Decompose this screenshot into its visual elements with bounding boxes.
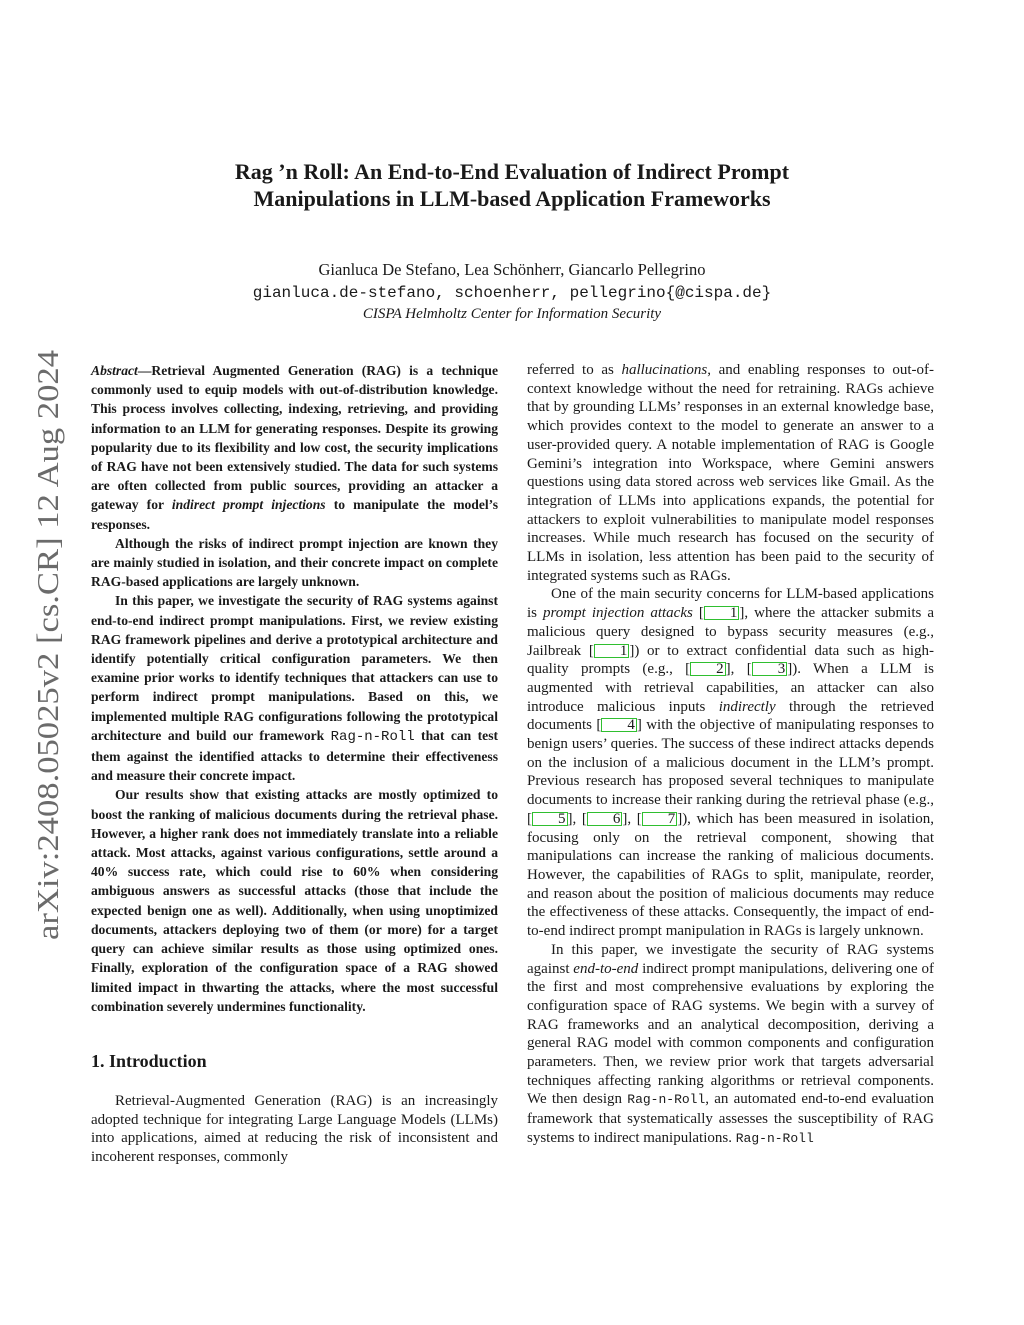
- framework-name: Rag-n-Roll: [735, 1130, 814, 1146]
- abstract-label: Abstract: [91, 363, 138, 378]
- abstract-paragraph-2: Although the risks of indirect prompt injection are known they are mainly studied in isolation, and their concrete impact on complete RAG-based applications are largely unknown.: [91, 535, 498, 590]
- arxiv-id: arXiv:2408.05025v2 [cs.CR] 12 Aug 2024: [30, 411, 65, 940]
- body-paragraph-2: One of the main security concerns for LLM-based applications is prompt injection attacks [ 1 ], where the attacker submits a malicious query designed to bypass security measures (e.g., Jailbreak [ 1 ]) or to extract confidential data such as high-quality prompts (e.g., [ 2 ], [ 3 ]). When a LLM is augmented with retrieval capabilities, an attacker can also introduce malicious inputs indirectly through the retrieved documents [ 4 ] with the objective of manipulating responses to benign users’ queries. The success of these indirect attacks depends on the inclusion of a malicious document in the LLM’s prompt. Previous research has proposed several techniques to manipulate documents to increase their ranking during the retrieval phase (e.g., [ 5 ], [ 6 ], [ 7 ]), which has been measured in isolation, focusing only on the retrieval component, showing that manipulations can increase the ranking of malicious documents. However, the capabilities of RAGs to split, manipulate, reorder, and reason about the position of malicious documents may reduce the effectiveness of these attacks. Consequently, the impact of end-to-end indirect prompt manipulation in RAGs is largely unknown.: [527, 586, 935, 940]
- left-column: [91, 361, 498, 1167]
- citation-link[interactable]: 1: [594, 644, 630, 658]
- abstract-paragraph-1: Abstract—Retrieval Augmented Generation (RAG) is a technique commonly used to equip models with out-of-distribution knowledge. This process involves collecting, indexing, retrieving, and providing information to an LLM for generating responses. Despite its growing popularity due to its flexibility and low cost, the security implications of RAG have not been extensively studied. The data for such systems are often collected from public sources, providing an attacker a gateway for indirect prompt injections to manipulate the model’s responses.: [91, 363, 498, 532]
- author-list: Gianluca De Stefano, Lea Schönherr, Giancarlo Pellegrino: [318, 260, 706, 279]
- citation-link[interactable]: 6: [587, 812, 623, 826]
- citation-link[interactable]: 5: [532, 812, 568, 826]
- framework-name: Rag-n-Roll: [330, 728, 415, 745]
- citation-link[interactable]: 1: [704, 606, 740, 620]
- abstract-paragraph-4: Our results show that existing attacks are mostly optimized to boost the ranking of malicious documents during the retrieval phase. However, a higher rank does not immediately translate into a reliable attack. Most attacks, against various configurations, settle around a 40% success rate, which could rise to 60% when considering ambiguous answers as successful attacks (those that include the expected benign one as well). Additionally, when using unoptimized documents, attackers deploying two of them (or more) for a target query can achieve similar results as those using optimized ones. Finally, exploration of the configuration space of a RAG showed limited impact in thwarting the attacks, where the most successful combination severely undermines functionality.: [91, 787, 498, 1014]
- arxiv-stamp: [30, 346, 66, 940]
- citation-link[interactable]: 7: [642, 812, 678, 826]
- title-line-2: Manipulations in LLM-based Application Frameworks: [253, 186, 771, 211]
- body-paragraph-3: In this paper, we investigate the security of RAG systems against end-to-end indirect prompt manipulations, delivering one of the first and most comprehensive evaluations by exploring the configuration space of RAG systems. We begin with a survey of RAG frameworks and an analytical decomposition, deriving a general RAG model with common components and configuration parameters. Then, we review prior work that targets adversarial techniques affecting ranking algorithms or retrieval components. We then design Rag-n-Roll, an automated end-to-end evaluation framework that systematically assesses the susceptibility of RAG systems to indirect manipulations. Rag-n-Roll: [527, 941, 934, 1146]
- author-emails: gianluca.de-stefano, schoenherr, pellegrino{@cispa.de}: [252, 284, 772, 302]
- section-heading-introduction: 1. Introduction: [91, 1050, 207, 1071]
- body-paragraph-1: referred to as hallucinations, and enabling responses to out-of-context knowledge without the need for retraining. RAGs achieve that by grounding LLMs’ responses in an external knowledge base, which provides context to the model to generate an answer to a user-provided query. A notable implementation of RAG is Google Gemini’s integration into Workspace, where Gemini answers questions using data stored across web services like Gmail. As the integration of LLMs into applications expands, the potential for attackers to exploit vulnerabilities to manipulate model responses increases. While much research has focused on the security of LLMs in isolation, less attention has been paid to the security of integrated systems such as RAGs.: [527, 362, 934, 584]
- right-column: [527, 361, 934, 1149]
- paper-title: [130, 158, 894, 212]
- title-line-1: Rag ’n Roll: An End-to-End Evaluation of Indirect Prompt: [234, 159, 790, 184]
- citation-link[interactable]: 4: [601, 718, 637, 732]
- framework-name: Rag-n-Roll: [627, 1092, 706, 1108]
- intro-paragraph-1: Retrieval-Augmented Generation (RAG) is an increasingly adopted technique for integrating Large Language Models (LLMs) into applications, aimed at reducing the risk of inconsistent and incoherent responses, commonly: [91, 1092, 498, 1166]
- abstract: [91, 361, 498, 1016]
- affiliation: CISPA Helmholtz Center for Information Security: [362, 306, 662, 322]
- citation-link[interactable]: 3: [752, 662, 788, 676]
- abstract-paragraph-3: In this paper, we investigate the security of RAG systems against end-to-end indirect prompt manipulations. First, we review existing RAG framework pipelines and derive a prototypical architecture and identify potentially critical configuration parameters. We then examine prior works to identify techniques that attackers can use to perform indirect prompt manipulations. Based on this, we implemented multiple RAG configurations following the prototypical architecture and build our framework Rag-n-Roll that can test them against the identified attacks to determine their effectiveness and measure their concrete impact.: [91, 593, 499, 784]
- citation-link[interactable]: 2: [690, 662, 726, 676]
